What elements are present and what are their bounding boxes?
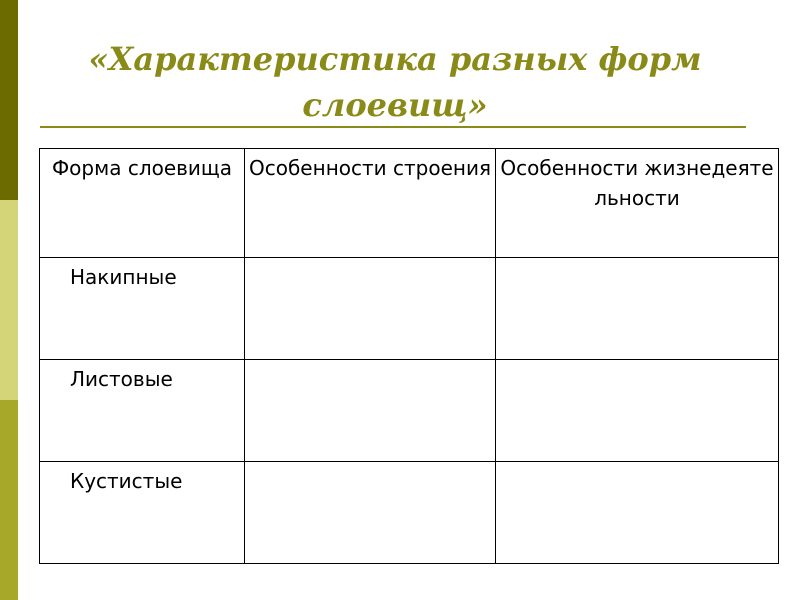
table-header-row bbox=[40, 149, 779, 258]
table-cell bbox=[245, 462, 496, 564]
slide-title-line1: «Характеристика разных форм bbox=[88, 40, 702, 78]
side-bar-mid bbox=[0, 400, 18, 600]
header-cell-structure: Особенности строения bbox=[245, 149, 496, 258]
table-row bbox=[40, 258, 779, 360]
row-label-cell: Листовые bbox=[40, 360, 245, 462]
table-row bbox=[40, 360, 779, 462]
header-cell-form: Форма слоевища bbox=[40, 149, 245, 258]
side-bar-dark bbox=[0, 0, 18, 200]
slide-title-line2: слоевищ» bbox=[302, 86, 488, 124]
table-row bbox=[40, 462, 779, 564]
side-bar-light bbox=[0, 200, 18, 400]
table-cell bbox=[245, 258, 496, 360]
table-cell bbox=[496, 462, 779, 564]
characteristics-table bbox=[39, 148, 779, 564]
title-underline bbox=[40, 126, 746, 128]
table-cell bbox=[496, 258, 779, 360]
table-cell bbox=[496, 360, 779, 462]
row-label-cell: Накипные bbox=[40, 258, 245, 360]
row-label-cell: Кустистые bbox=[40, 462, 245, 564]
slide-title bbox=[40, 36, 750, 128]
header-cell-life: Особенности жизнедеятельности bbox=[496, 149, 779, 258]
table-cell bbox=[245, 360, 496, 462]
